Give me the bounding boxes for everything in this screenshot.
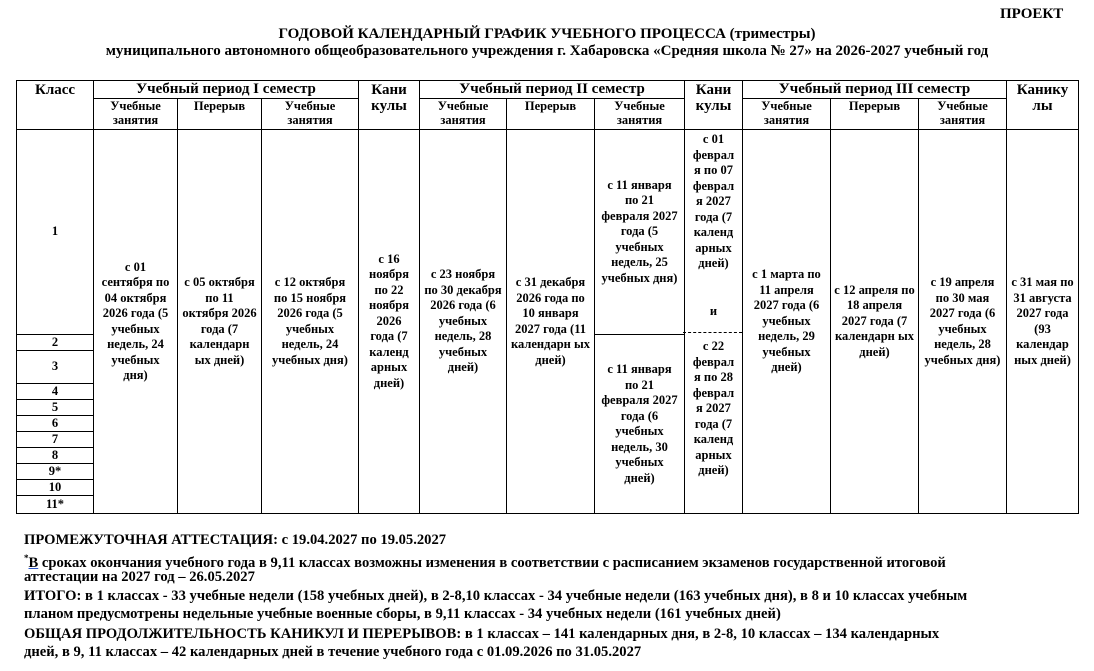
- cell-s3-study-1: с 1 марта по 11 апреля 2027 года (6 учебных недель, 29 учебных дней): [742, 129, 831, 514]
- holidays-total-label: ОБЩАЯ ПРОДОЛЖИТЕЛЬНОСТЬ КАНИКУЛ И ПЕРЕРЫВОВ:: [24, 626, 462, 642]
- footer-line-1: [24, 532, 446, 549]
- subheader-break-1: Перерыв: [177, 98, 262, 130]
- header-holidays-3: Канику лы: [1006, 80, 1079, 130]
- class-row-1: 1: [16, 129, 94, 335]
- total-label: ИТОГО:: [24, 588, 82, 604]
- cell-s1-study-1: с 01 сентября по 04 октября 2026 года (5 учебных недель, 24 учебных дня): [93, 129, 178, 514]
- project-label: ПРОЕКТ: [1000, 6, 1064, 22]
- subheader-study-1a: Учебные занятия: [93, 98, 178, 130]
- cell-s3-break: с 12 апреля по 18 апреля 2027 года (7 календарн ых дней): [830, 129, 919, 514]
- footnote-mark: *: [24, 553, 29, 563]
- header-holidays-1: Кани кулы: [358, 80, 420, 130]
- cell-holidays-3: с 31 мая по 31 августа 2027 года (93 календар ных дней): [1006, 129, 1079, 514]
- footer-line-5: планом предусмотрены недельные учебные военные сборы, в 9,11 классах - 34 учебных недели (161 учебных дней): [24, 606, 781, 622]
- cell-s1-break: с 05 октября по 11 октября 2026 года (7 календарн ых дней): [177, 129, 262, 514]
- cell-holidays-1: с 16 ноября по 22 ноября 2026 года (7 календ арных дней): [358, 129, 420, 514]
- cell-holidays-2-grades-2-11: с 22 феврал я по 28 феврал я 2027 года (7 календ арных дней): [692, 339, 735, 477]
- class-row-3: 3: [16, 350, 94, 384]
- subheader-study-3a: Учебные занятия: [742, 98, 831, 130]
- footer-line-6: [24, 626, 939, 643]
- class-row-11: 11*: [16, 495, 94, 514]
- subheader-study-2a: Учебные занятия: [419, 98, 507, 130]
- subheader-study-2b: Учебные занятия: [594, 98, 685, 130]
- header-holidays-2: Кани кулы: [684, 80, 743, 130]
- intermediate-attestation-label: ПРОМЕЖУТОЧНАЯ АТТЕСТАЦИЯ:: [24, 532, 278, 548]
- footer-line-4: [24, 588, 967, 605]
- header-semester-2: Учебный период II семестр: [419, 80, 685, 99]
- class-row-8: 8: [16, 447, 94, 464]
- header-semester-1: Учебный период I семестр: [93, 80, 359, 99]
- header-class: Класс: [16, 80, 94, 130]
- subheader-break-2: Перерыв: [506, 98, 595, 130]
- header-semester-3: Учебный период III семестр: [742, 80, 1007, 99]
- subheader-study-1b: Учебные занятия: [261, 98, 359, 130]
- cell-s2-study-2-grade-1: с 11 января по 21 февраля 2027 года (5 учебных недель, 25 учебных дня): [594, 129, 685, 335]
- document-title: ГОДОВОЙ КАЛЕНДАРНЫЙ ГРАФИК УЧЕБНОГО ПРОЦЕССА (триместры): [278, 26, 816, 42]
- footnote-first-letter: В: [28, 554, 39, 571]
- total-text: в 1 классах - 33 учебные недели (158 учебных дней), в 2-8,10 классах - 34 учебные недели (163 учебных дня), в 8 и 10 классах учебным: [85, 588, 968, 604]
- footnote-text: сроках окончания учебного года в 9,11 классах возможны изменения в соответствии с расписанием экзаменов государственной итоговой: [38, 554, 946, 571]
- holidays-2-divider: [683, 332, 742, 333]
- cell-s2-study-1: с 23 ноября по 30 декабря 2026 года (6 учебных недель, 28 учебных дней): [419, 129, 507, 514]
- class-row-10: 10: [16, 479, 94, 496]
- class-row-9: 9*: [16, 463, 94, 480]
- holidays-total-text: в 1 классах – 141 календарных дня, в 2-8, 10 классах – 134 календарных: [464, 626, 940, 642]
- subheader-study-3b: Учебные занятия: [918, 98, 1007, 130]
- cell-s3-study-2: с 19 апреля по 30 мая 2027 года (6 учебных недель, 28 учебных дня): [918, 129, 1007, 514]
- cell-s1-study-2: с 12 октября по 15 ноября 2026 года (5 учебных недель, 24 учебных дня): [261, 129, 359, 514]
- cell-s2-break: с 31 декабря 2026 года по 10 января 2027 года (11 календарн ых дней): [506, 129, 595, 514]
- cell-s2-study-2-grades-2-11: с 11 января по 21 февраля 2027 года (6 учебных недель, 30 учебных дней): [594, 334, 685, 514]
- schedule-table: [16, 80, 1079, 514]
- intermediate-attestation-dates: с 19.04.2027 по 19.05.2027: [281, 532, 447, 548]
- class-row-2: 2: [16, 334, 94, 351]
- document-subtitle: муниципального автономного общеобразовательного учреждения г. Хабаровска «Средняя школа № 27» на 2026-2027 учебный год: [105, 43, 989, 59]
- subheader-break-3: Перерыв: [830, 98, 919, 130]
- cell-holidays-2-and: и: [709, 304, 718, 318]
- class-row-5: 5: [16, 399, 94, 416]
- cell-holidays-2-grade-1: с 01 феврал я по 07 феврал я 2027 года (7 календ арных дней): [692, 132, 735, 270]
- footer-line-7: дней, в 9, 11 классах – 42 календарных дней в течение учебного года с 01.09.2026 по 31.05.2027: [24, 644, 642, 660]
- class-row-4: 4: [16, 383, 94, 400]
- class-row-7: 7: [16, 431, 94, 448]
- class-row-6: 6: [16, 415, 94, 432]
- footer-line-3: аттестации на 2027 год – 26.05.2027: [24, 569, 255, 585]
